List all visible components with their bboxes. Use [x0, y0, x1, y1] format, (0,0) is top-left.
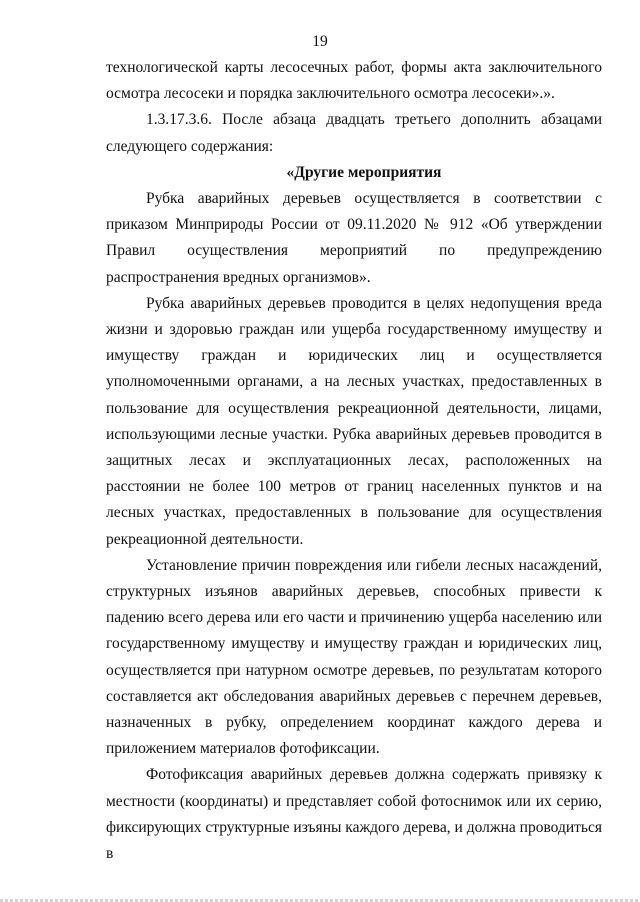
page-number: 19 — [312, 33, 328, 50]
paragraph-order-reference: Рубка аварийных деревьев осуществляется в соответствии с приказом Минприроды России от 09.11.2020 № 912 «Об утверждении Правил осуществления мероприятий по предупреждению распространения вредных организмов». — [106, 190, 602, 286]
paragraph-photo-fixation: Фотофиксация аварийных деревьев должна содержать привязку к местности (координаты) и представляет собой фотоснимок или их серию, фиксирующих структурные изъяны каждого дерева, и должна проводиться в — [106, 766, 602, 863]
document-body — [106, 55, 602, 867]
paragraph-amendment: 1.3.17.3.6. После абзаца двадцать третьего дополнить абзацами следующего содержания: — [106, 111, 602, 155]
paragraph-inspection: Установление причин повреждения или гибели лесных насаждений, структурных изъянов аварийных деревьев, способных привести к падению всего дерева или его части и причинению ущерба населению или государственному имуществу и имуществу граждан и юридических лиц, осуществляется при натурном осмотре деревьев, по результатам которого составляется акт обследования аварийных деревьев с перечнем деревьев, назначенных в рубку, определением координат каждого дерева и приложением материалов фотофиксации. — [106, 556, 602, 758]
paragraph-felling-purpose: Рубка аварийных деревьев проводится в целях недопущения вреда жизни и здоровью граждан или ущерба государственному имуществу и имуществу граждан и юридических лиц и осуществляется уполномоченными органами, а на лесных участках, предоставленных в пользование для осуществления рекреационной деятельности, лицами, использующими лесные участки. Рубка аварийных деревьев проводится в защитных лесах и эксплуатационных лесах, расположенных на расстоянии не более 100 метров от границ населенных пунктов и на лесных участках, предоставленных в пользование для осуществления рекреационной деятельности. — [106, 294, 602, 548]
section-heading: «Другие мероприятия — [286, 163, 442, 181]
paragraph-continuation: технологической карты лесосечных работ, формы акта заключительного осмотра лесосеки и порядка заключительного осмотра лесосеки».». — [106, 59, 602, 103]
